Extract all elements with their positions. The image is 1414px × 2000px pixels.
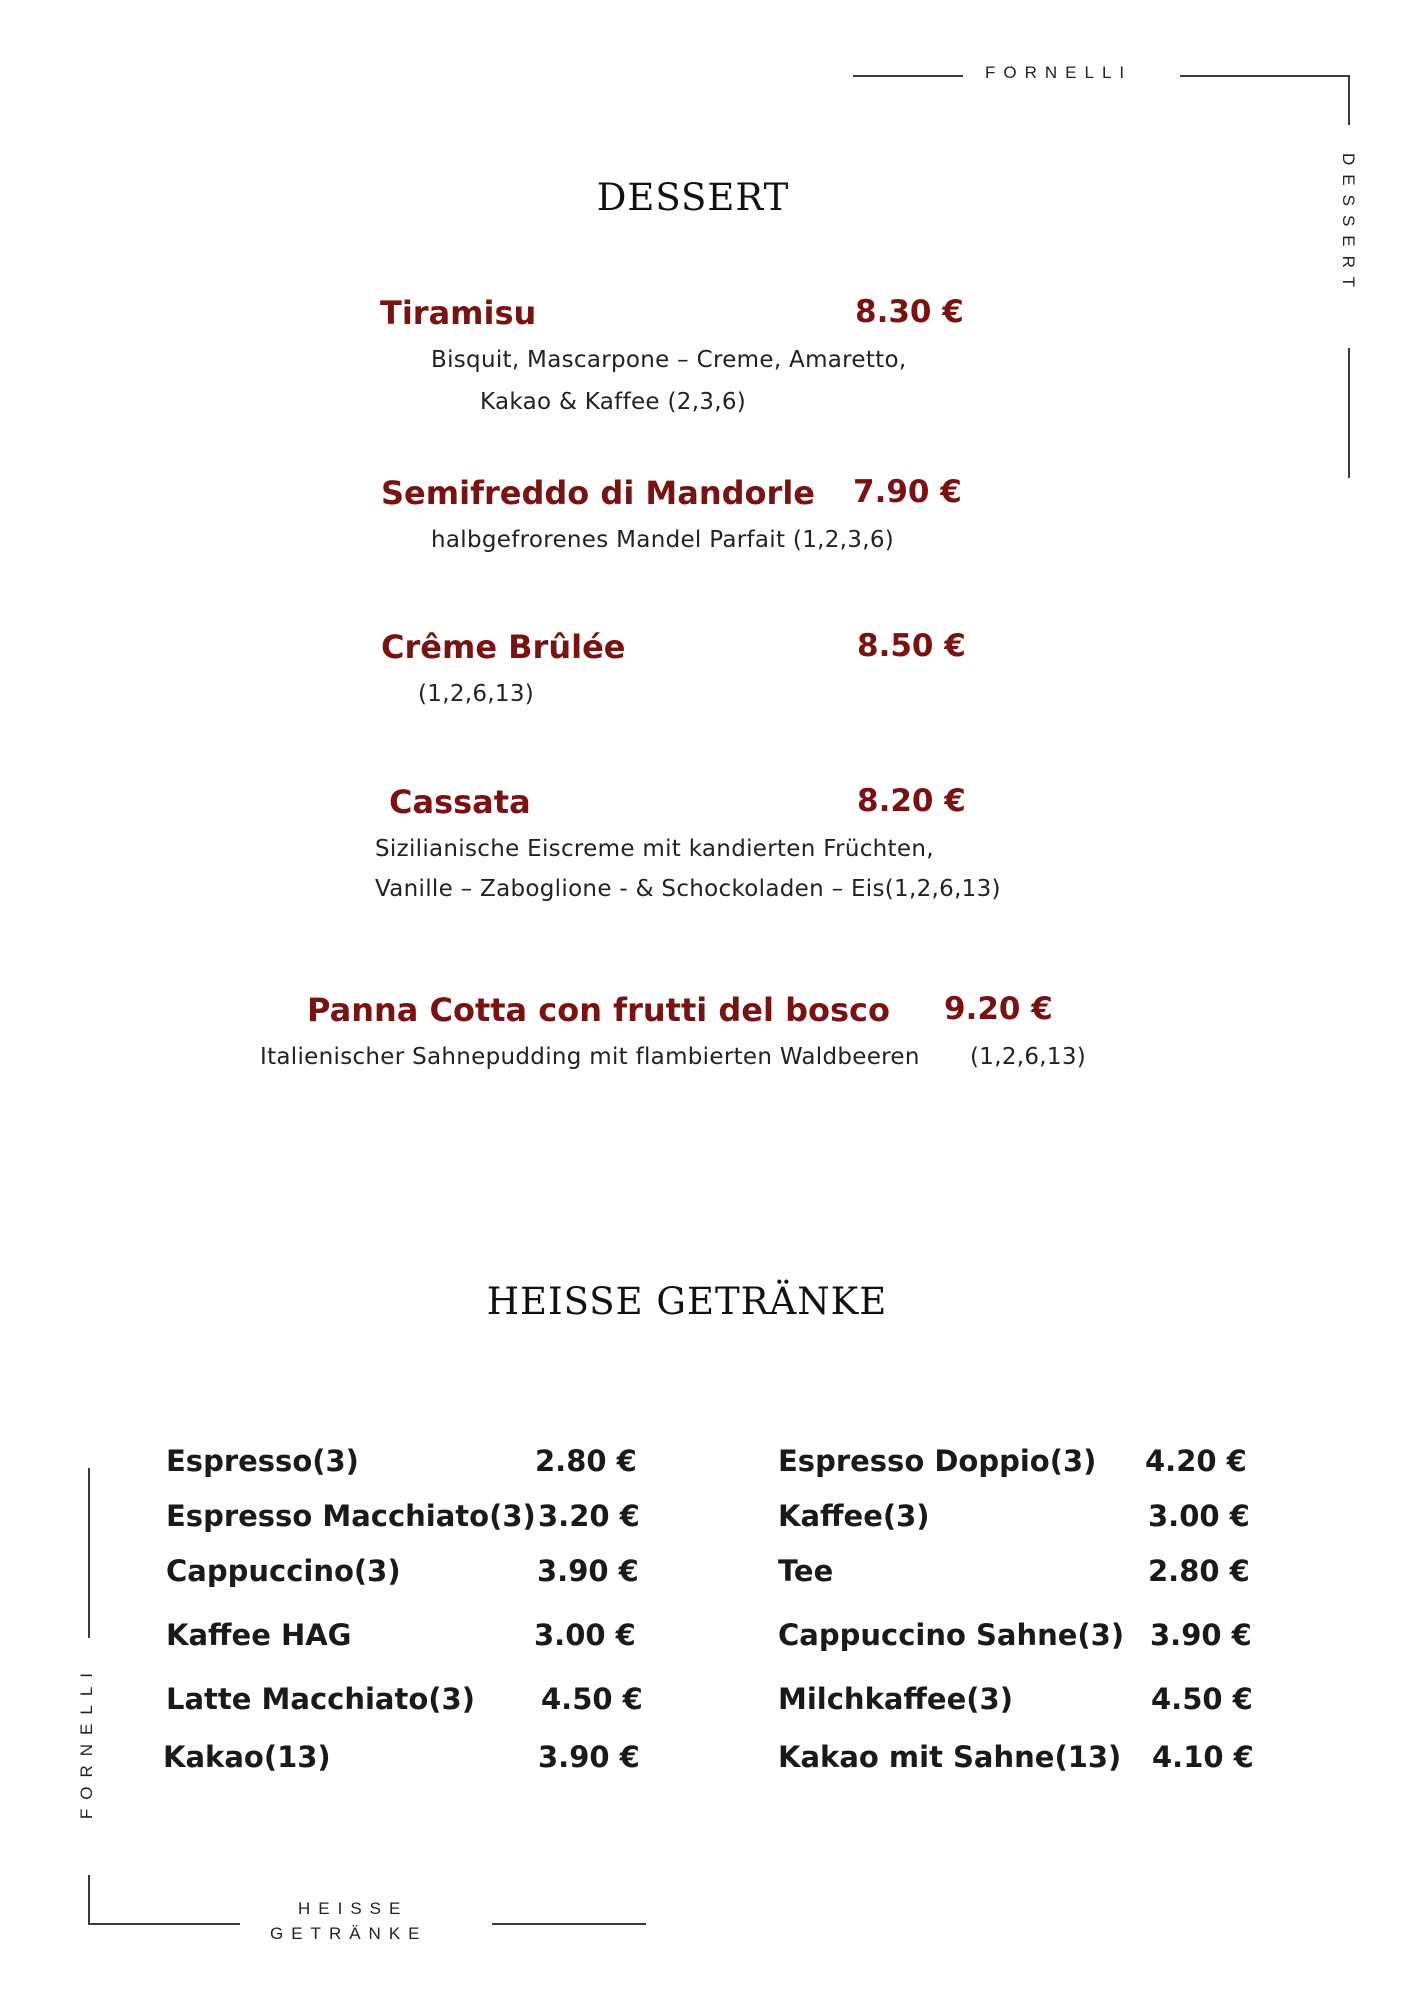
top-frame-line-left <box>853 75 963 77</box>
side-label-getraenke: GETRÄNKE <box>270 1924 428 1943</box>
bottom-frame-line-vertical-upper <box>88 1468 90 1638</box>
drink-name-espresso-doppio: Espresso Doppio(3) <box>778 1444 1097 1478</box>
dessert-desc-panna-cotta-2: (1,2,6,13) <box>970 1044 1087 1070</box>
dessert-title: DESSERT <box>596 176 790 219</box>
drink-name-latte-macchiato: Latte Macchiato(3) <box>166 1682 475 1716</box>
dessert-name-semifreddo: Semifreddo di Mandorle <box>381 474 815 512</box>
drink-price-kakao: 3.90 € <box>538 1740 640 1774</box>
drink-name-kakao-mit-sahne: Kakao mit Sahne(13) <box>778 1740 1122 1774</box>
drink-price-kaffee-hag: 3.00 € <box>534 1618 636 1652</box>
drink-price-tee: 2.80 € <box>1148 1554 1250 1588</box>
dessert-name-creme-brulee: Crême Brûlée <box>381 628 626 666</box>
dessert-desc-tiramisu-1: Bisquit, Mascarpone – Creme, Amaretto, <box>431 347 907 373</box>
top-frame-line-vertical-lower <box>1348 348 1350 478</box>
drink-price-kakao-mit-sahne: 4.10 € <box>1152 1740 1254 1774</box>
brand-bottom-vertical: FORNELLI <box>77 1664 96 1820</box>
drink-name-tee: Tee <box>778 1554 834 1588</box>
drink-name-espresso-macchiato: Espresso Macchiato(3) <box>166 1499 536 1533</box>
dessert-desc-semifreddo: halbgefrorenes Mandel Parfait (1,2,3,6) <box>431 527 895 553</box>
dessert-price-cassata: 8.20 € <box>857 783 966 819</box>
drink-name-cappuccino-sahne: Cappuccino Sahne(3) <box>778 1618 1125 1652</box>
drink-price-espresso-doppio: 4.20 € <box>1145 1444 1247 1478</box>
dessert-name-panna-cotta: Panna Cotta con frutti del bosco <box>307 991 890 1029</box>
drink-name-kaffee: Kaffee(3) <box>778 1499 930 1533</box>
dessert-desc-creme-brulee: (1,2,6,13) <box>418 681 535 707</box>
drink-price-latte-macchiato: 4.50 € <box>541 1682 643 1716</box>
dessert-desc-cassata-2: Vanille – Zaboglione - & Schockoladen – Eis(1,2,6,13) <box>375 876 1001 902</box>
bottom-frame-line-vertical-lower <box>88 1875 90 1925</box>
bottom-frame-line-left <box>88 1923 240 1925</box>
top-frame-line-vertical-upper <box>1348 75 1350 125</box>
drink-name-espresso: Espresso(3) <box>166 1444 359 1478</box>
dessert-price-semifreddo: 7.90 € <box>853 474 962 510</box>
drink-price-kaffee: 3.00 € <box>1148 1499 1250 1533</box>
bottom-frame-line-right <box>492 1923 646 1925</box>
drink-name-kaffee-hag: Kaffee HAG <box>166 1618 352 1652</box>
dessert-price-tiramisu: 8.30 € <box>855 294 964 330</box>
drinks-title: HEISSE GETRÄNKE <box>486 1280 888 1323</box>
drink-price-milchkaffee: 4.50 € <box>1151 1682 1253 1716</box>
top-frame-line-right <box>1180 75 1350 77</box>
brand-top: FORNELLI <box>985 63 1133 82</box>
drink-price-espresso-macchiato: 3.20 € <box>538 1499 640 1533</box>
dessert-name-cassata: Cassata <box>389 783 531 821</box>
drink-name-kakao: Kakao(13) <box>163 1740 331 1774</box>
drink-price-espresso: 2.80 € <box>535 1444 637 1478</box>
dessert-desc-cassata-1: Sizilianische Eiscreme mit kandierten Früchten, <box>375 836 934 862</box>
drink-name-milchkaffee: Milchkaffee(3) <box>778 1682 1013 1716</box>
side-label-heisse: HEISSE <box>298 1899 409 1918</box>
dessert-desc-tiramisu-2: Kakao & Kaffee (2,3,6) <box>480 389 747 415</box>
drink-price-cappuccino: 3.90 € <box>537 1554 639 1588</box>
drink-price-cappuccino-sahne: 3.90 € <box>1150 1618 1252 1652</box>
side-label-dessert: DESSERT <box>1339 153 1358 296</box>
dessert-name-tiramisu: Tiramisu <box>380 294 537 332</box>
dessert-price-panna-cotta: 9.20 € <box>944 991 1053 1027</box>
dessert-desc-panna-cotta-1: Italienischer Sahnepudding mit flambierten Waldbeeren <box>260 1044 920 1070</box>
dessert-price-creme-brulee: 8.50 € <box>857 628 966 664</box>
drink-name-cappuccino: Cappuccino(3) <box>166 1554 401 1588</box>
